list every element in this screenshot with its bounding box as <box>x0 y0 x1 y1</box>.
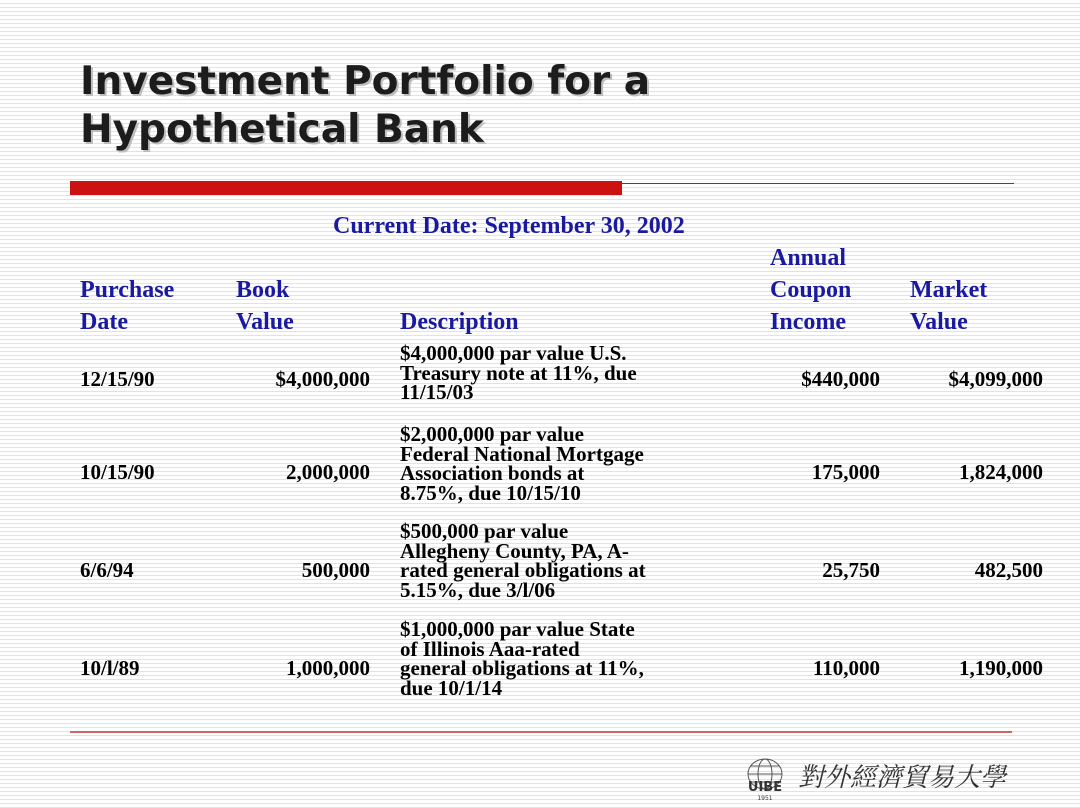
coupon-income-cell: 25,750 <box>822 558 880 582</box>
book-value-cell: 1,000,000 <box>286 656 370 680</box>
svg-text:UIBE: UIBE <box>747 780 783 795</box>
description-line: 5.15%, due 3/l/06 <box>400 577 556 602</box>
bottom-divider <box>70 731 1012 733</box>
header-line: Purchase <box>80 277 175 303</box>
description-line: Federal National Mortgage <box>400 441 644 466</box>
description-line: Allegheny County, PA, A- <box>400 538 629 563</box>
description-line: $500,000 par value <box>400 519 569 543</box>
market-value-cell: 1,190,000 <box>959 656 1043 680</box>
description-line: Treasury note at 11%, due <box>400 360 637 385</box>
description-cell <box>400 519 646 602</box>
current-date: Current Date: September 30, 2002 <box>333 213 685 239</box>
svg-text:1951: 1951 <box>757 795 773 802</box>
header-line: Market <box>910 277 988 303</box>
header-book-value <box>236 274 294 338</box>
header-market-value <box>910 274 987 338</box>
book-value-cell: $4,000,000 <box>275 367 370 391</box>
header-description <box>400 306 519 338</box>
header-coupon-income <box>770 242 851 338</box>
description-cell <box>400 341 637 404</box>
purchase-date-cell: 6/6/94 <box>80 558 134 582</box>
description-line: Association bonds at <box>400 461 585 485</box>
header-line: Coupon <box>770 277 852 303</box>
description-line: rated general obligations at <box>400 558 646 582</box>
coupon-income-cell: 110,000 <box>812 656 880 680</box>
description-line: general obligations at 11%, <box>400 656 644 680</box>
uibe-logo <box>740 752 1030 802</box>
header-line: Book <box>236 277 290 303</box>
description-line: $1,000,000 par value State <box>400 617 635 641</box>
market-value-cell: 482,500 <box>974 558 1043 582</box>
description-line: $2,000,000 par value <box>400 422 584 446</box>
market-value-cell: 1,824,000 <box>959 460 1043 484</box>
header-line: Date <box>80 309 128 335</box>
description-line: 11/15/03 <box>400 380 474 404</box>
coupon-income-cell: $440,000 <box>801 367 880 391</box>
description-line: due 10/1/14 <box>400 675 503 700</box>
description-cell <box>400 617 644 700</box>
book-value-cell: 500,000 <box>301 558 370 582</box>
header-line: Annual <box>770 245 847 271</box>
purchase-date-cell: 10/15/90 <box>80 460 155 484</box>
svg-text:對外經濟貿易大學: 對外經濟貿易大學 <box>798 763 1007 793</box>
purchase-date-cell: 10/l/89 <box>80 656 140 680</box>
coupon-income-cell: 175,000 <box>811 460 880 484</box>
header-line: Income <box>770 309 846 335</box>
description-cell <box>400 422 644 505</box>
book-value-cell: 2,000,000 <box>286 460 370 484</box>
header-line: Description <box>400 309 519 335</box>
purchase-date-cell: 12/15/90 <box>80 367 155 391</box>
market-value-cell: $4,099,000 <box>948 367 1043 391</box>
header-line: Value <box>910 309 968 335</box>
description-line: of Illinois Aaa-rated <box>400 636 580 661</box>
title-underline-rule <box>622 183 1014 184</box>
slide-title <box>80 58 650 154</box>
title-underline-bar <box>70 181 622 195</box>
description-line: 8.75%, due 10/15/10 <box>400 480 581 505</box>
header-line: Value <box>236 309 294 335</box>
slide-title-line: Hypothetical Bank <box>80 107 484 152</box>
description-line: $4,000,000 par value U.S. <box>400 341 627 365</box>
header-purchase-date <box>80 274 174 338</box>
slide-title-line: Investment Portfolio for a <box>80 59 651 104</box>
